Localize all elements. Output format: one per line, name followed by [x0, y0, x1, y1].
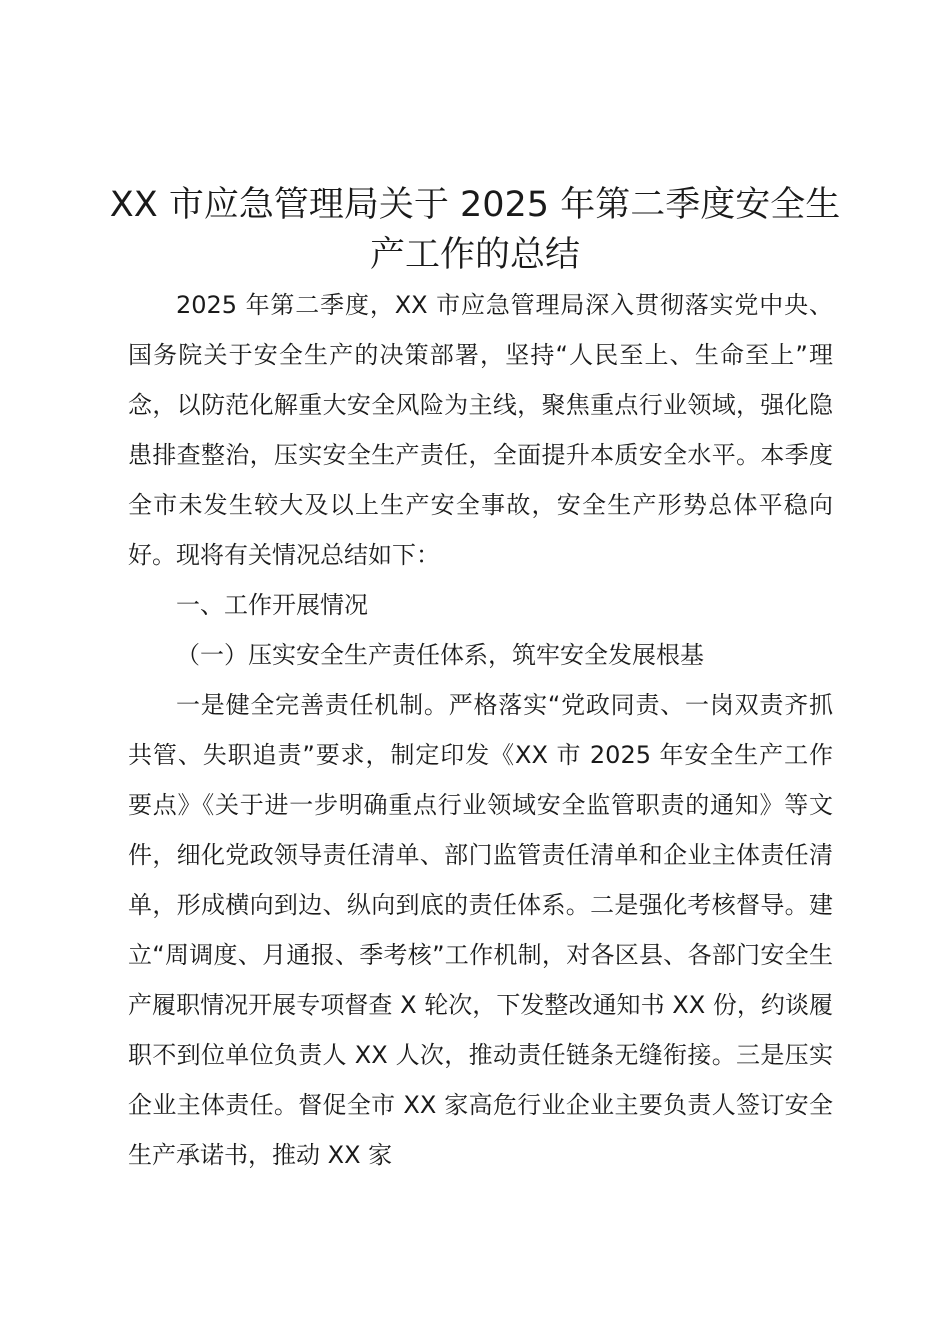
document-body: [128, 280, 833, 1180]
document-title: XX 市应急管理局关于 2025 年第二季度安全生产工作的总结: [109, 185, 841, 275]
subsection-heading: （一）压实安全生产责任体系，筑牢安全发展根基: [176, 641, 704, 669]
body-paragraph: 一是健全完善责任机制。严格落实“党政同责、一岗双责齐抓共管、失职追责”要求，制定印发《XX 市 2025 年安全生产工作要点》《关于进一步明确重点行业领域安全监管职责的通知》等文件，细化党政领导责任清单、部门监管责任清单和企业主体责任清单，形成横向到边、纵向到底的责任体系。二是强化考核督导。建立“周调度、月通报、季考核”工作机制，对各区县、各部门安全生产履职情况开展专项督查 X 轮次，下发整改通知书 XX 份，约谈履职不到位单位负责人 XX 人次，推动责任链条无缝衔接。三是压实企业主体责任。督促全市 XX 家高危行业企业主要负责人签订安全生产承诺书，推动 XX 家: [128, 691, 833, 1169]
section-heading: 一、工作开展情况: [176, 591, 368, 619]
intro-paragraph: 2025 年第二季度，XX 市应急管理局深入贯彻落实党中央、国务院关于安全生产的决策部署，坚持“人民至上、生命至上”理念，以防范化解重大安全风险为主线，聚焦重点行业领域，强化隐患排查整治，压实安全生产责任，全面提升本质安全水平。本季度全市未发生较大及以上生产安全事故，安全生产形势总体平稳向好。现将有关情况总结如下：: [128, 291, 833, 569]
